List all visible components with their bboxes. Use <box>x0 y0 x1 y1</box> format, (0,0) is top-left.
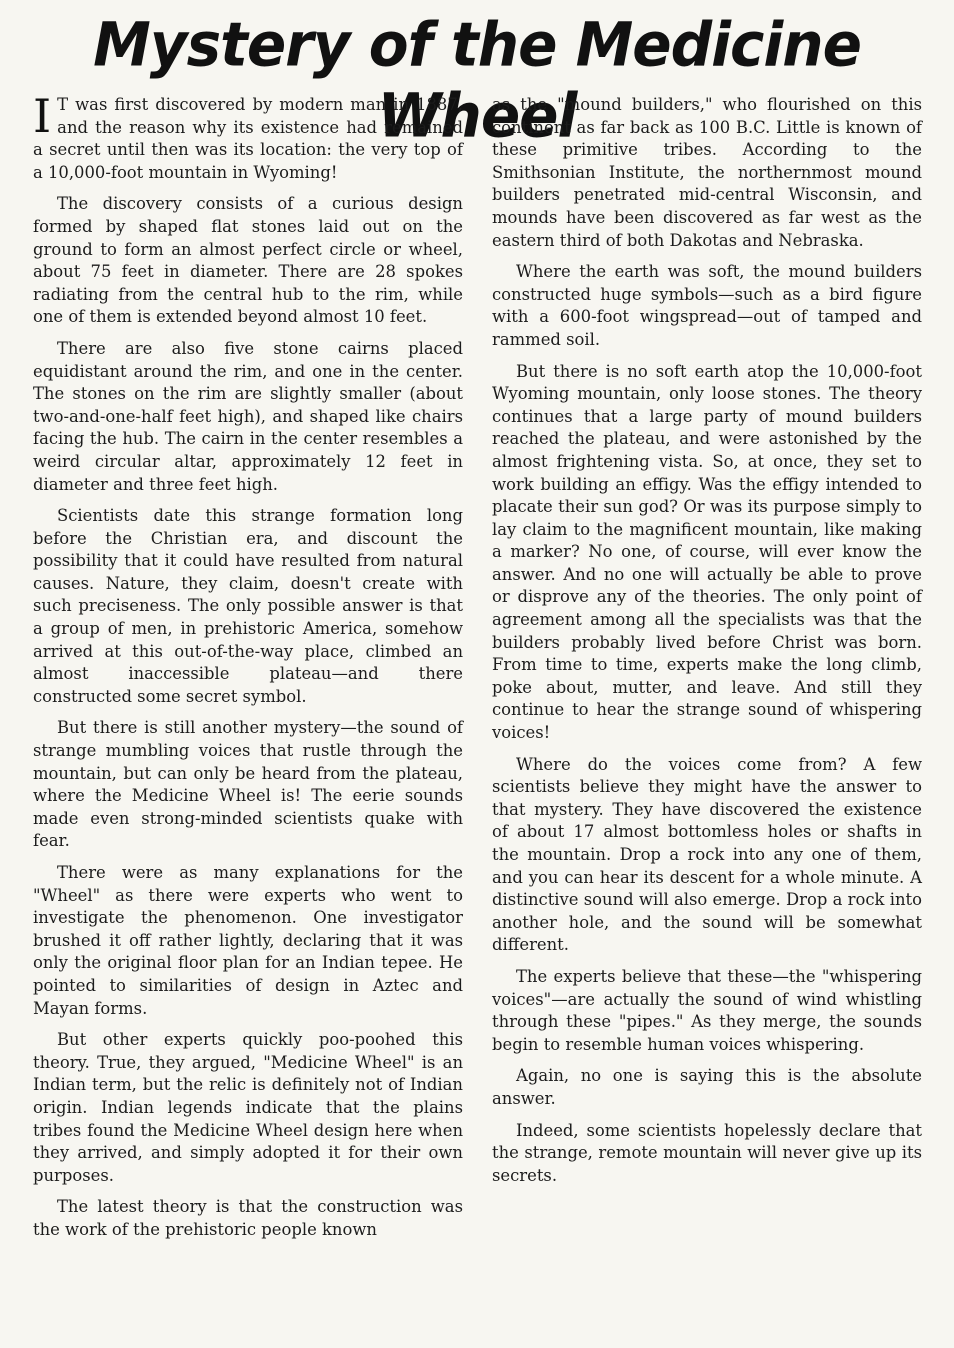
paragraph-9: as the "mound builders," who flourished on this continent as far back as 100 B.C. Little is known of these primitive tribes. According to the Smithsonian Institute, the northernmost mound builders penetrated mid-central Wisconsin, and mounds have been discovered as far west as the eastern third of both Dakotas and Nebraska. <box>492 95 922 250</box>
paragraph-8: The latest theory is that the construction was the work of the prehistoric people known <box>33 1197 463 1239</box>
right-column <box>492 94 922 1196</box>
drop-cap: I <box>33 89 52 143</box>
paragraph-14: Again, no one is saying this is the absolute answer. <box>492 1066 922 1108</box>
paragraph-1-text: T was first discovered by modern man in 1887, and the reason why its existence had remained a secret until then was its location: the very top of a 10,000-foot mountain in Wyoming! <box>33 95 463 182</box>
paragraph-13: The experts believe that these—the "whispering voices"—are actually the sound of wind whistling through these "pipes." As they merge, the sounds begin to resemble human voices whispering. <box>492 966 922 1054</box>
left-column <box>33 89 463 1251</box>
paragraph-5: But there is still another mystery—the sound of strange mumbling voices that rustle through the mountain, but can only be heard from the plateau, where the Medicine Wheel is! The eerie sounds made even strong-minded scientists quake with fear. <box>33 718 463 851</box>
article-title: Mystery of the Medicine Wheel <box>93 8 861 152</box>
paragraph-11: But there is no soft earth atop the 10,000-foot Wyoming mountain, only loose stones. The theory continues that a large party of mound builders reached the plateau, and were astonished by the almost frightening vista. So, at once, they set to work building an effigy. Was the effigy intended to placate their sun god? Or was its purpose simply to lay claim to the magnificent mountain, like making a marker? No one, of course, will ever know the answer. And no one will actually be able to prove or disprove any of the theories. The only point of agreement among all the specialists was that the builders probably lived before Christ was born. From time to time, experts make the long climb, poke about, mutter, and leave. And still they continue to hear the strange sound of whispering voices! <box>492 361 922 743</box>
paragraph-15: Indeed, some scientists hopelessly declare that the strange, remote mountain will never give up its secrets. <box>492 1120 922 1185</box>
paragraph-3: There are also five stone cairns placed equidistant around the rim, and one in the center. The stones on the rim are slightly smaller (about two-and-one-half feet high), and shaped like chairs facing the hub. The cairn in the center resembles a weird circular altar, approximately 12 feet in diameter and three feet high. <box>33 338 463 494</box>
paragraph-2: The discovery consists of a curious design formed by shaped flat stones laid out on the ground to form an almost perfect circle or wheel, about 75 feet in diameter. There are 28 spokes radiating from the central hub to the rim, while one of them is extended beyond almost 10 feet. <box>33 194 463 327</box>
paragraph-1 <box>33 89 463 184</box>
paragraph-12: Where do the voices come from? A few scientists believe they might have the answer to that mystery. They have discovered the existence of about 17 almost bottomless holes or shafts in the mountain. Drop a rock into any one of them, and you can hear its descent for a whole minute. A distinctive sound will also emerge. Drop a rock into another hole, and the sound will be somewhat different. <box>492 754 922 955</box>
paragraph-7: But other experts quickly poo-poohed this theory. True, they argued, "Medicine Wheel" is an Indian term, but the relic is definitely not of Indian origin. Indian legends indicate that the plains tribes found the Medicine Wheel design here when they arrived, and simply adopted it for their own purposes. <box>33 1030 463 1185</box>
paragraph-10: Where the earth was soft, the mound builders constructed huge symbols—such as a bird figure with a 600-foot wingspread—out of tamped and rammed soil. <box>492 262 922 349</box>
paragraph-6: There were as many explanations for the "Wheel" as there were experts who went to investigate the phenomenon. One investigator brushed it off rather lightly, declaring that it was only the original floor plan for an Indian tepee. He pointed to similarities of design in Aztec and Mayan forms. <box>33 863 463 1018</box>
paragraph-4: Scientists date this strange formation long before the Christian era, and discount the possibility that it could have resulted from natural causes. Nature, they claim, doesn't create with such preciseness. The only possible answer is that a group of men, in prehistoric America, somehow arrived at this out-of-the-way place, climbed an almost inaccessible plateau—and there constructed some secret symbol. <box>33 506 463 706</box>
